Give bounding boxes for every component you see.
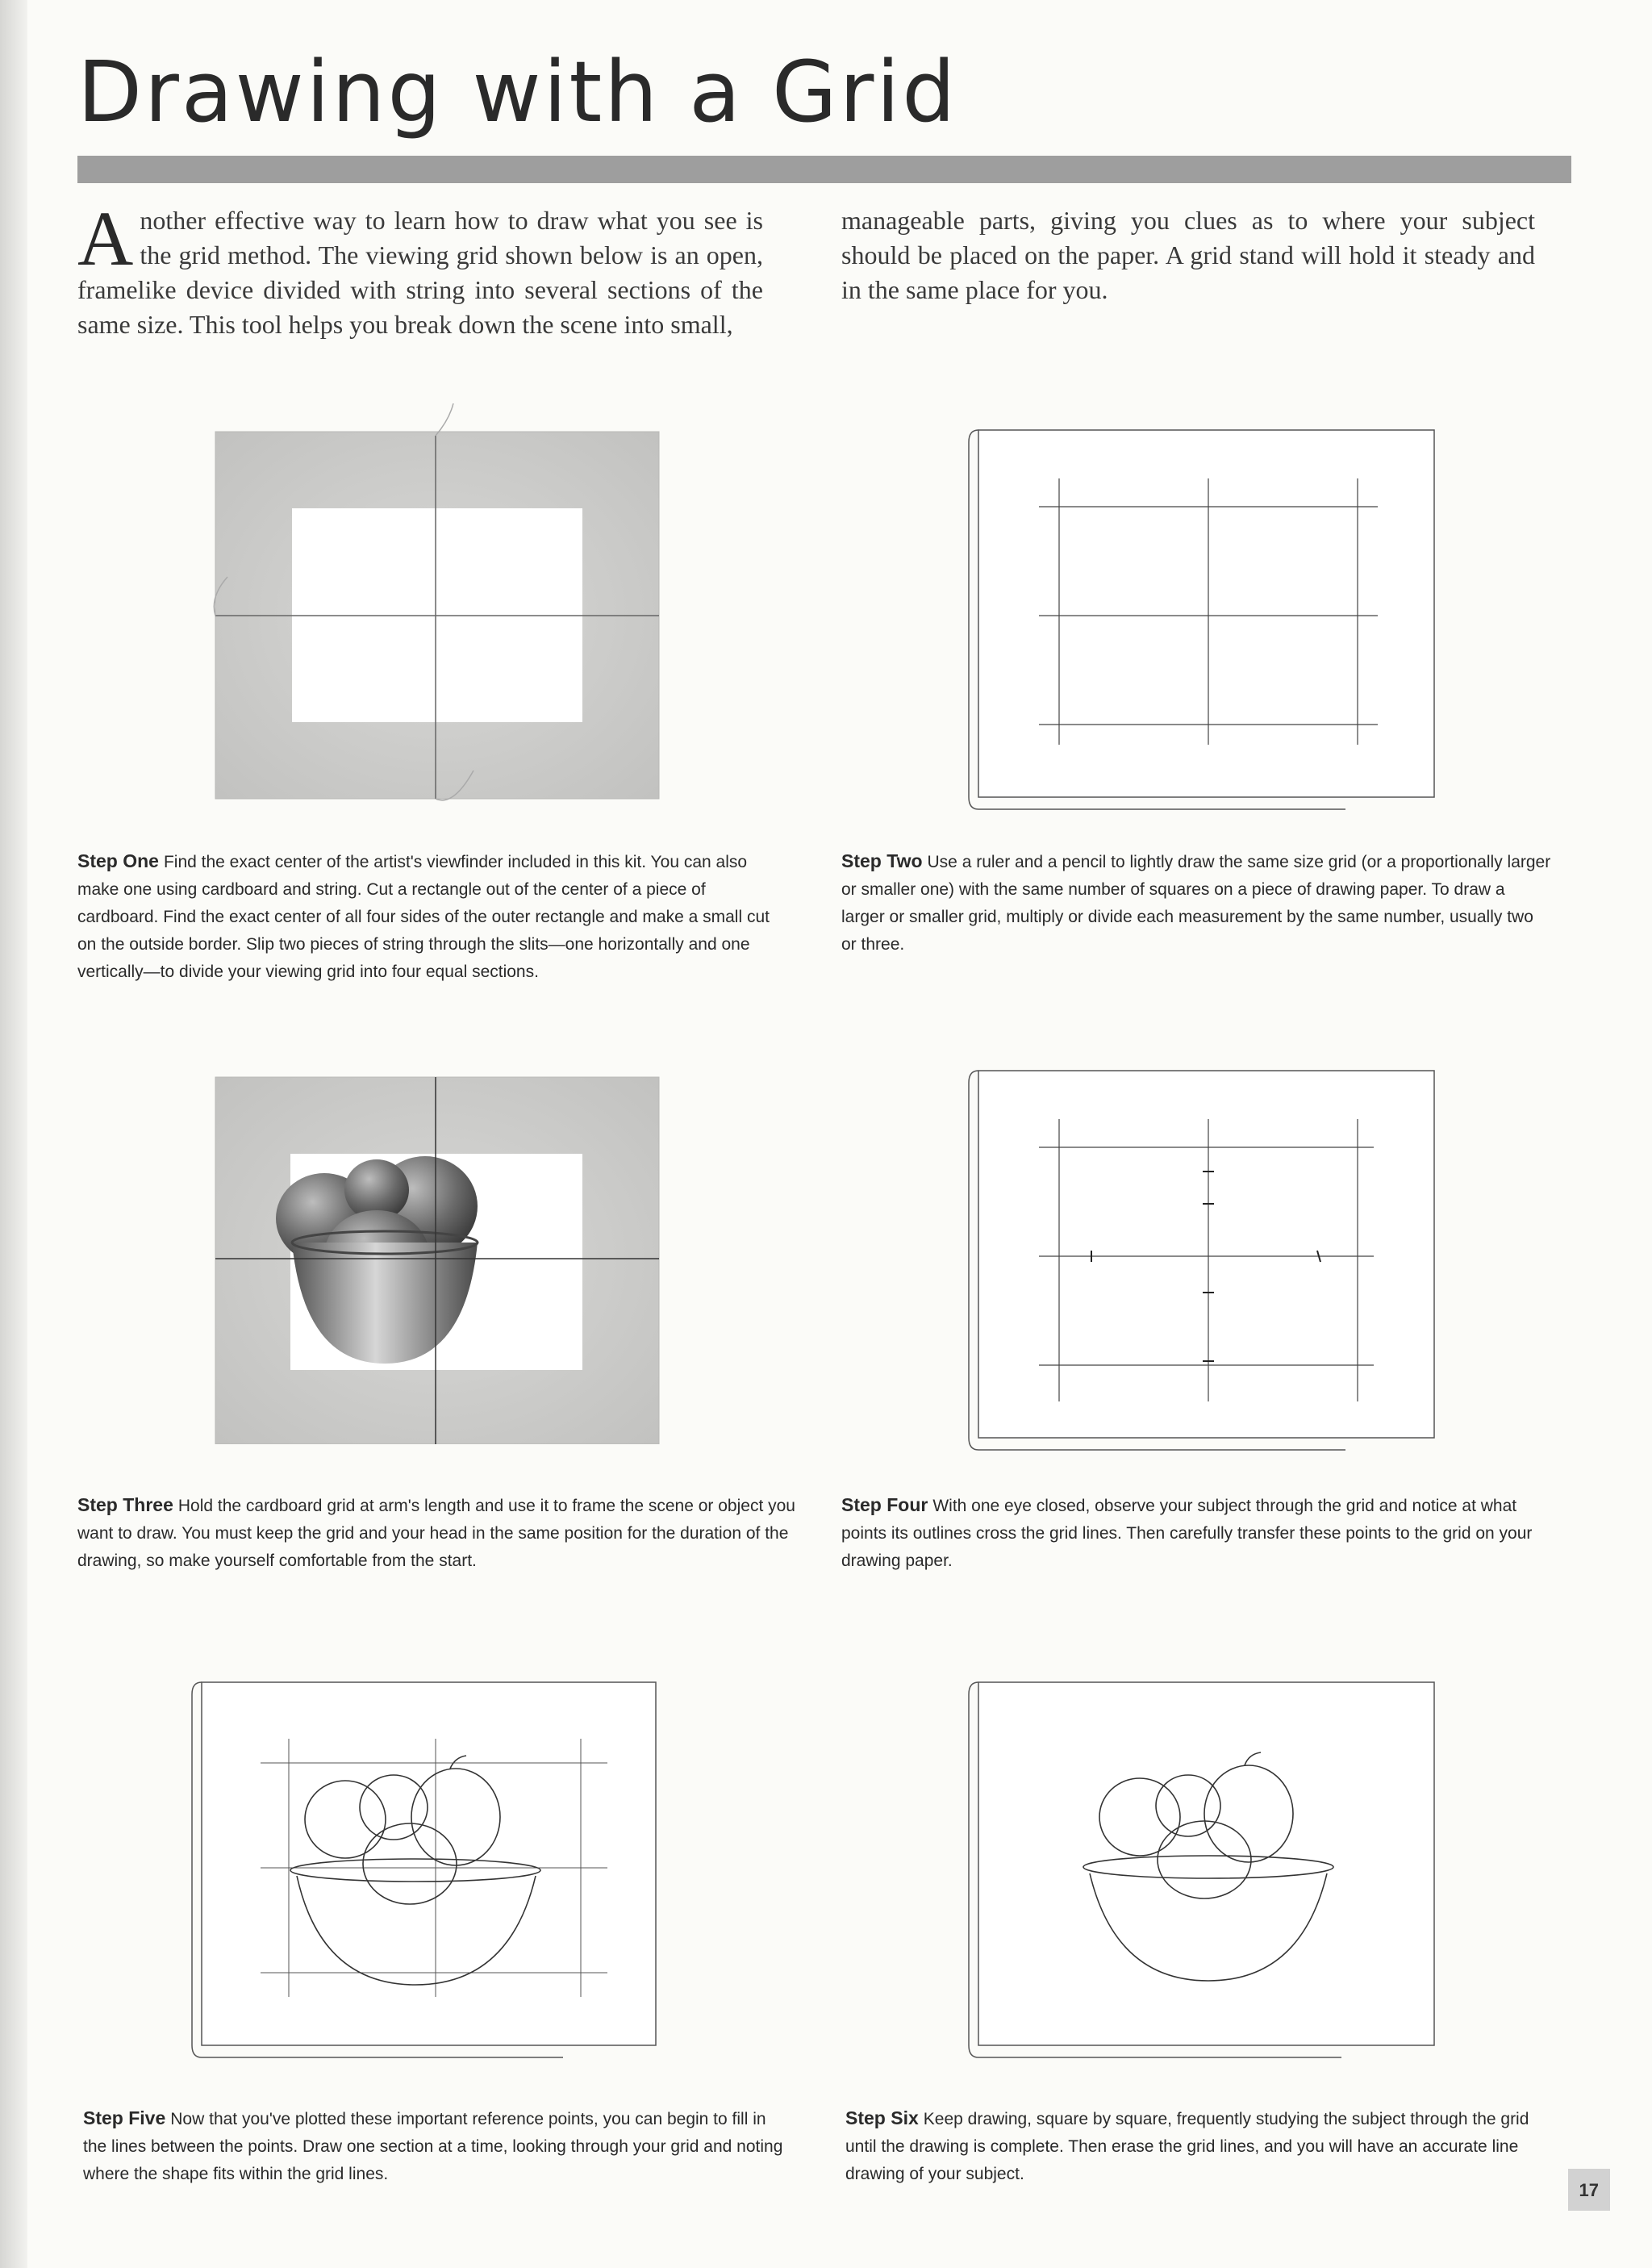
step-label: Step Three: [77, 1494, 173, 1515]
caption-step-five: [83, 2104, 793, 2188]
caption-step-one: [77, 847, 787, 986]
step-label: Step Six: [845, 2107, 919, 2128]
step-label: Step Four: [841, 1494, 928, 1515]
step-text: With one eye closed, observe your subject through the grid and notice at what points its outlines cross the grid lines. Then carefully transfer these points to the grid on your drawing paper.: [841, 1497, 1533, 1570]
figure-paper-grid: [962, 426, 1446, 821]
step-label: Step Two: [841, 850, 923, 871]
step-text: Hold the cardboard grid at arm's length and use it to frame the scene or object you want to draw. You must keep the grid and your head in the same position for the duration of the drawing, so make yourself comfortable from the start.: [77, 1497, 795, 1570]
page-number: 17: [1568, 2169, 1610, 2211]
caption-step-four: [841, 1491, 1559, 1575]
step-text: Use a ruler and a pencil to lightly draw the same size grid (or a proportionally larger or smaller one) with the same number of squares on a piece of drawing paper. To draw a larger or smaller grid, multiply or divide each measurement by the same number, usually two or three.: [841, 853, 1551, 954]
figure-plotted-points: [962, 1067, 1446, 1454]
figure-viewfinder: [211, 403, 679, 807]
intro-text-left: nother effective way to learn how to draw what you see is the grid method. The viewing grid shown below is an open, framelike device divided with string into several sections of the same size. This tool helps you break down the scene into small,: [77, 206, 763, 339]
intro-column-left: [77, 195, 763, 342]
step-label: Step Five: [83, 2107, 166, 2128]
page-title: Drawing with a Grid: [77, 43, 958, 141]
figure-viewfinder-apples: [211, 1073, 663, 1444]
page-gutter-shadow: [0, 0, 27, 2268]
figure-finished-drawing: [954, 1678, 1438, 2074]
step-text: Find the exact center of the artist's viewfinder included in this kit. You can also make one using cardboard and string. Cut a rectangle out of the center of a piece of cardboard. Find the exact center of all four sides of the outer rectangle and make a small cut on the outside border. Slip two pieces of string through the slits—one horizontally and one vertically—to divide your viewing grid into four equal sections.: [77, 853, 770, 981]
step-label: Step One: [77, 850, 159, 871]
intro-column-right: manageable parts, giving you clues as to where your subject should be placed on the paper. A grid stand will hold it steady and in the same place for you.: [841, 206, 1535, 304]
step-text: Now that you've plotted these important reference points, you can begin to fill in the lines between the points. Draw one section at a time, looking through your grid and noting where the shape fits within the grid lines.: [83, 2110, 783, 2183]
caption-step-two: [841, 847, 1551, 959]
caption-step-three: [77, 1491, 795, 1575]
step-text: Keep drawing, square by square, frequently studying the subject through the grid until the drawing is complete. Then erase the grid lines, and you will have an accurate line drawing of your subject.: [845, 2110, 1529, 2183]
title-rule: [77, 156, 1571, 183]
caption-step-six: [845, 2104, 1555, 2188]
figure-outline-grid: [184, 1678, 668, 2074]
drop-cap: A: [77, 195, 134, 282]
